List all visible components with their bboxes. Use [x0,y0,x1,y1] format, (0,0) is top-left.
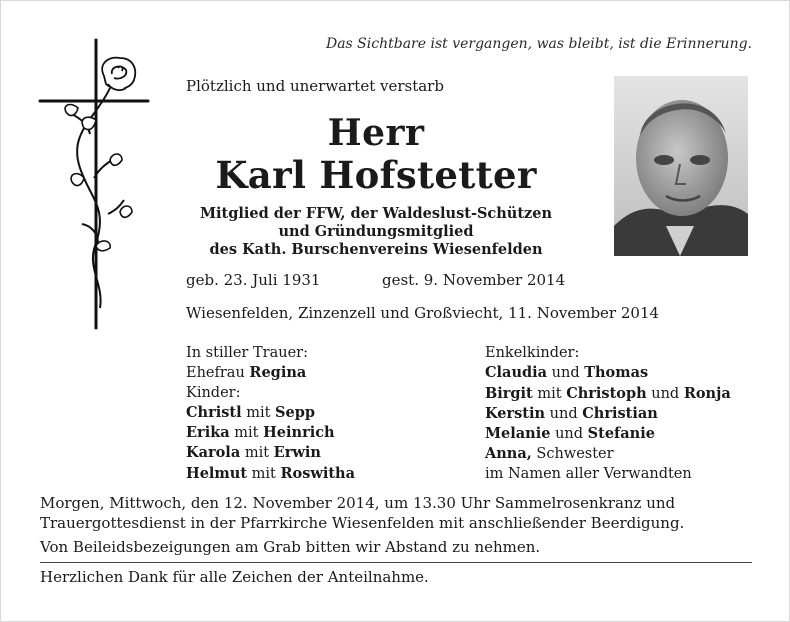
mourner-text: mit [247,465,281,482]
membership-block [186,205,566,259]
mourner-name: Christoph [566,384,647,402]
mourner-line [186,423,355,443]
membership-line: und Gründungsmitglied [278,223,474,240]
mourner-line [485,424,731,444]
mourner-name: Stefanie [587,425,655,443]
mourner-line [186,464,355,484]
mourner-line [186,443,355,463]
mourner-line [186,363,355,383]
funeral-announcement [40,494,755,533]
mourner-text: Enkelkinder: [485,345,580,361]
mourner-text: In stiller Trauer: [186,345,308,361]
deceased-name: Karl Hofstetter [215,153,537,197]
mourner-line [485,344,731,363]
mourner-text: Kinder: [186,384,241,401]
mourner-name: Christian [582,404,658,422]
mourner-text: mit [241,404,276,421]
death-date: gest. 9. November 2014 [382,271,566,289]
mourner-name: Regina [249,364,307,382]
mourner-name: Heinrich [263,424,335,442]
mourner-line [485,465,731,484]
mourner-name: Sepp [275,403,316,421]
mourner-name: Thomas [584,364,649,382]
mourner-text: mit [532,385,567,402]
thanks-note: Herzlichen Dank für alle Zeichen der Anteilnahme. [40,568,429,586]
cross-with-rose-icon [38,38,162,330]
mourner-name: Erwin [273,444,321,462]
mourner-name: Ronja [683,384,731,402]
mourner-name: Karola [186,444,241,462]
mourner-line [485,444,731,464]
mourner-text: Schwester [531,446,614,463]
mourner-name: Claudia [485,364,548,382]
place-and-date: Wiesenfelden, Zinzenzell und Großviecht, 11. November 2014 [186,304,660,322]
mourner-line [186,344,355,363]
mourner-name: Erika [186,424,230,442]
mourner-name: Roswitha [280,464,355,482]
membership-line: des Kath. Burschenvereins Wiesenfelden [209,241,543,258]
mourner-line [186,384,355,403]
salutation: Herr [327,112,425,154]
mourner-text: und [550,426,588,443]
mourner-name: Kerstin [485,404,546,422]
mourner-line [485,404,731,424]
mourner-name: Melanie [485,425,551,443]
membership-line: Mitglied der FFW, der Waldeslust-Schützen [199,205,553,222]
motto: Das Sichtbare ist vergangen, was bleibt, ist die Erinnerung. [325,36,752,52]
mourner-text: mit [229,425,264,442]
mourner-text: Ehefrau [186,365,250,382]
condolence-note: Von Beileidsbezeigungen am Grab bitten wir Abstand zu nehmen. [40,538,541,556]
mourners-left-column [186,344,355,484]
funeral-line: Trauergottesdienst in der Pfarrkirche Wiesenfelden mit anschließender Beerdigung. [40,513,685,532]
mourner-name: Anna, [485,445,532,463]
mourner-name: Birgit [485,384,533,402]
life-dates [186,271,606,289]
mourner-text: und [646,385,684,402]
divider [40,562,752,563]
mourner-name: Helmut [186,464,248,482]
deceased-portrait [614,76,748,256]
mourner-text: und [545,405,583,422]
mourner-name: Christl [186,403,242,421]
mourner-line [485,363,731,383]
mourners-right-column [485,344,731,484]
mourner-line [485,384,731,404]
intro-text: Plötzlich und unerwartet verstarb [186,77,444,95]
mourner-text: mit [240,445,274,462]
birth-date: geb. 23. Juli 1931 [186,271,321,289]
mourner-text: und [547,365,585,382]
funeral-line: Morgen, Mittwoch, den 12. November 2014, um 13.30 Uhr Sammelrosenkranz und [40,494,676,512]
mourner-line [186,403,355,423]
mourner-text: im Namen aller Verwandten [485,465,692,482]
